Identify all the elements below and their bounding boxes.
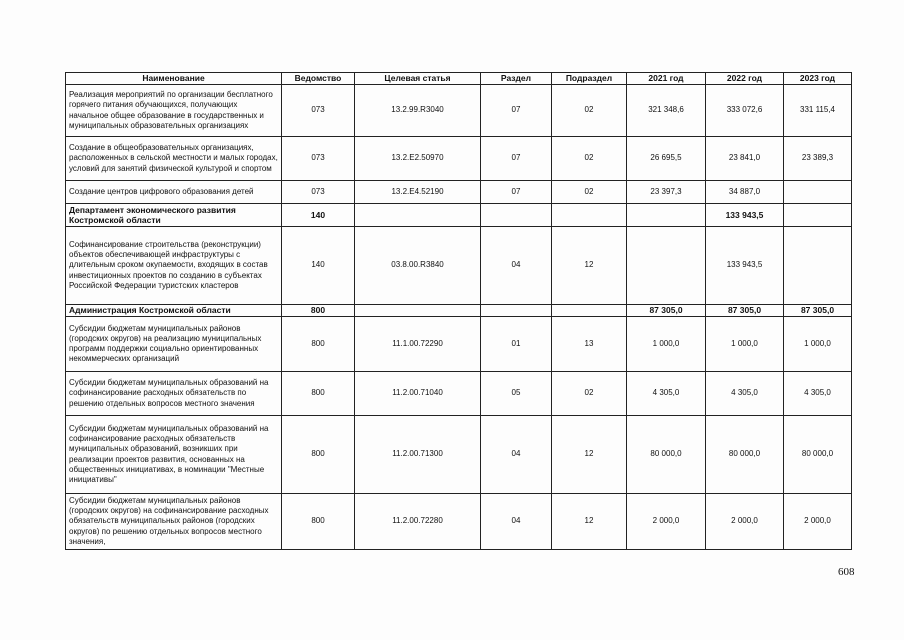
row-2023 (784, 227, 852, 305)
row-article: 13.2.E2.50970 (355, 137, 481, 181)
row-article: 13.2.99.R3040 (355, 85, 481, 137)
row-2022: 87 305,0 (706, 305, 784, 317)
row-dept: 800 (282, 317, 355, 372)
row-name: Софинансирование строительства (реконструкции) объектов обеспечивающей инфраструктуры с длительным сроком окупаемости, входящих в состав инвестиционных проектов по созданию в субъектах Российской Федерации туристских кластеров (66, 227, 282, 305)
row-2023: 1 000,0 (784, 317, 852, 372)
row-article: 11.1.00.72290 (355, 317, 481, 372)
table-row (66, 85, 852, 137)
row-article: 11.2.00.71300 (355, 416, 481, 494)
row-name: Субсидии бюджетам муниципальных районов (городских округов) на софинансирование расходных обязательств муниципальных районов (городских округов) по решению отдельных вопросов местного значения, (66, 494, 282, 550)
row-2021: 1 000,0 (627, 317, 706, 372)
row-2022: 4 305,0 (706, 372, 784, 416)
row-2022: 34 887,0 (706, 181, 784, 204)
row-subsection: 02 (552, 372, 627, 416)
table-row (66, 181, 852, 204)
table-header-row (66, 73, 852, 85)
row-dept: 073 (282, 85, 355, 137)
row-2021 (627, 227, 706, 305)
table-row (66, 416, 852, 494)
table-row (66, 372, 852, 416)
row-dept: 073 (282, 137, 355, 181)
row-2021: 87 305,0 (627, 305, 706, 317)
row-section: 04 (481, 227, 552, 305)
row-section: 07 (481, 85, 552, 137)
row-section: 05 (481, 372, 552, 416)
row-2023: 331 115,4 (784, 85, 852, 137)
column-header-section: Раздел (481, 73, 552, 85)
row-section: 01 (481, 317, 552, 372)
table-row-department (66, 204, 852, 227)
row-name: Создание в общеобразовательных организациях, расположенных в сельской местности и малых городах, условий для занятий физической культурой и спортом (66, 137, 282, 181)
row-2021 (627, 204, 706, 227)
row-section: 07 (481, 137, 552, 181)
row-section: 04 (481, 494, 552, 550)
row-article: 13.2.E4.52190 (355, 181, 481, 204)
table-row (66, 137, 852, 181)
column-header-dept: Ведомство (282, 73, 355, 85)
row-dept: 800 (282, 372, 355, 416)
row-article (355, 305, 481, 317)
column-header-subsection: Подраздел (552, 73, 627, 85)
row-subsection (552, 305, 627, 317)
table-row (66, 227, 852, 305)
column-header-name: Наименование (66, 73, 282, 85)
row-article: 11.2.00.72280 (355, 494, 481, 550)
row-name: Субсидии бюджетам муниципальных образований на софинансирование расходных обязательств муниципальных образований, возникших при реализации проектов развития, основанных на общественных инициативах, в номинации "Местные инициативы" (66, 416, 282, 494)
table-row (66, 494, 852, 550)
row-name: Департамент экономического развития Костромской области (66, 204, 282, 227)
row-dept: 800 (282, 416, 355, 494)
row-dept: 140 (282, 204, 355, 227)
row-subsection: 12 (552, 227, 627, 305)
row-2022: 23 841,0 (706, 137, 784, 181)
row-2023 (784, 181, 852, 204)
row-name: Администрация Костромской области (66, 305, 282, 317)
row-name: Субсидии бюджетам муниципальных районов (городских округов) на реализацию муниципальных программ поддержки социально ориентированных некоммерческих организаций (66, 317, 282, 372)
row-article (355, 204, 481, 227)
row-2021: 4 305,0 (627, 372, 706, 416)
row-name: Субсидии бюджетам муниципальных образований на софинансирование расходных обязательств по решению отдельных вопросов местного значения (66, 372, 282, 416)
row-subsection: 12 (552, 416, 627, 494)
row-article: 03.8.00.R3840 (355, 227, 481, 305)
row-2023: 87 305,0 (784, 305, 852, 317)
row-2022: 1 000,0 (706, 317, 784, 372)
row-dept: 140 (282, 227, 355, 305)
row-subsection: 02 (552, 85, 627, 137)
row-2021: 26 695,5 (627, 137, 706, 181)
row-dept: 073 (282, 181, 355, 204)
row-2023: 4 305,0 (784, 372, 852, 416)
table-row-department (66, 305, 852, 317)
row-2023: 23 389,3 (784, 137, 852, 181)
row-subsection: 13 (552, 317, 627, 372)
row-2022: 133 943,5 (706, 204, 784, 227)
row-2023 (784, 204, 852, 227)
row-2023: 80 000,0 (784, 416, 852, 494)
row-section: 04 (481, 416, 552, 494)
row-2022: 2 000,0 (706, 494, 784, 550)
column-header-2023: 2023 год (784, 73, 852, 85)
row-subsection: 12 (552, 494, 627, 550)
row-2023: 2 000,0 (784, 494, 852, 550)
row-2022: 80 000,0 (706, 416, 784, 494)
row-subsection: 02 (552, 137, 627, 181)
row-section: 07 (481, 181, 552, 204)
row-subsection (552, 204, 627, 227)
column-header-2021: 2021 год (627, 73, 706, 85)
row-subsection: 02 (552, 181, 627, 204)
table-row (66, 317, 852, 372)
column-header-2022: 2022 год (706, 73, 784, 85)
budget-table (65, 72, 852, 550)
row-2022: 333 072,6 (706, 85, 784, 137)
row-2021: 80 000,0 (627, 416, 706, 494)
row-name: Создание центров цифрового образования детей (66, 181, 282, 204)
row-dept: 800 (282, 305, 355, 317)
row-2021: 23 397,3 (627, 181, 706, 204)
row-2021: 321 348,6 (627, 85, 706, 137)
row-2022: 133 943,5 (706, 227, 784, 305)
page-number: 608 (838, 566, 855, 578)
row-section (481, 305, 552, 317)
row-2021: 2 000,0 (627, 494, 706, 550)
row-name: Реализация мероприятий по организации бесплатного горячего питания обучающихся, получающих начальное общее образование в государственных и муниципальных образовательных организациях (66, 85, 282, 137)
row-dept: 800 (282, 494, 355, 550)
row-section (481, 204, 552, 227)
row-article: 11.2.00.71040 (355, 372, 481, 416)
column-header-article: Целевая статья (355, 73, 481, 85)
